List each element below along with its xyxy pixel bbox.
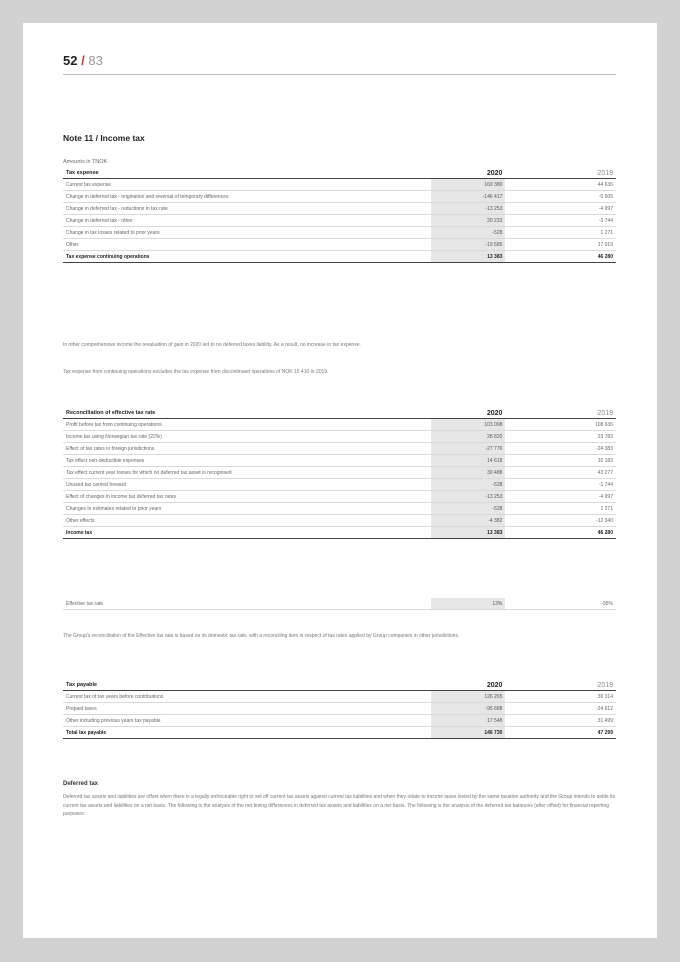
column-gap bbox=[505, 239, 545, 251]
row-label: Changes in estimates related to prior years bbox=[63, 503, 431, 515]
document-page bbox=[23, 23, 657, 938]
header-year-prior: 2019 bbox=[546, 168, 616, 179]
table-row bbox=[63, 191, 616, 203]
column-gap bbox=[505, 431, 545, 443]
column-gap bbox=[505, 727, 545, 739]
column-gap bbox=[505, 691, 545, 703]
row-label: Change in deferred tax - reductions in tax rate bbox=[63, 203, 431, 215]
value-prior-year: -5 605 bbox=[546, 191, 616, 203]
column-gap bbox=[505, 715, 545, 727]
table-row bbox=[63, 479, 616, 491]
value-prior-year: 46 280 bbox=[546, 527, 616, 539]
table-row bbox=[63, 443, 616, 455]
header-year-prior: 2019 bbox=[546, 680, 616, 691]
column-gap bbox=[505, 408, 545, 419]
paragraph-deferred-tax: Deferred tax assets and liabilities are offset when there is a legally enforceable right to set off current tax assets against current tax liabilities and when they relate to income taxes levied by the same taxation authority and the Group intends to settle its current tax assets and liabilities on a net basis. The following is the analysis of the net timing differences in deferred tax assets and liabilities on a net basis. The following is the analysis of the deferred tax balances (after offset) for financial reporting purposes: bbox=[63, 794, 616, 817]
value-current-year: 146 730 bbox=[431, 727, 505, 739]
column-gap bbox=[505, 515, 545, 527]
tax-expense-table bbox=[63, 168, 616, 263]
value-prior-year: -24 383 bbox=[546, 443, 616, 455]
header-year-current: 2020 bbox=[431, 680, 505, 691]
row-label: Total tax payable bbox=[63, 727, 431, 739]
value-current-year: 28 820 bbox=[431, 431, 505, 443]
value-current-year: -528 bbox=[431, 227, 505, 239]
value-prior-year: -95% bbox=[546, 598, 616, 610]
row-label: Tax effect non-deductible expenses bbox=[63, 455, 431, 467]
column-gap bbox=[505, 491, 545, 503]
row-label: Change in tax losses related to prior years bbox=[63, 227, 431, 239]
row-label: Prepaid taxes bbox=[63, 703, 431, 715]
value-current-year: 14 618 bbox=[431, 455, 505, 467]
value-current-year: -19 585 bbox=[431, 239, 505, 251]
value-current-year: 20 233 bbox=[431, 215, 505, 227]
row-label: Other effects bbox=[63, 515, 431, 527]
value-prior-year: 44 636 bbox=[546, 179, 616, 191]
value-current-year: -146 417 bbox=[431, 191, 505, 203]
value-current-year: -4 382 bbox=[431, 515, 505, 527]
column-gap bbox=[505, 251, 545, 263]
row-label: Tax effect current year losses for which no deferred tax asset is recognised bbox=[63, 467, 431, 479]
row-label: Income tax using Norwegian tax rate (22%) bbox=[63, 431, 431, 443]
row-label: Change in deferred tax - origination and reversal of temporary differences bbox=[63, 191, 431, 203]
value-current-year: -13 253 bbox=[431, 203, 505, 215]
row-label: Profit before tax from continuing operations bbox=[63, 419, 431, 431]
value-current-year: 13% bbox=[431, 598, 505, 610]
value-current-year: -27 776 bbox=[431, 443, 505, 455]
row-label: Tax expense continuing operations bbox=[63, 251, 431, 263]
value-prior-year: 17 019 bbox=[546, 239, 616, 251]
value-prior-year: -1 744 bbox=[546, 479, 616, 491]
row-label: Effective tax rate bbox=[63, 598, 431, 610]
value-current-year: 30 488 bbox=[431, 467, 505, 479]
table-row bbox=[63, 598, 616, 610]
value-prior-year: 10 183 bbox=[546, 455, 616, 467]
table-total-row bbox=[63, 251, 616, 263]
table-row bbox=[63, 215, 616, 227]
header-label: Reconciliation of effective tax rate bbox=[63, 408, 431, 419]
deferred-tax-heading: Deferred tax bbox=[63, 781, 99, 787]
value-prior-year: 31 499 bbox=[546, 715, 616, 727]
column-gap bbox=[505, 598, 545, 610]
table-row bbox=[63, 179, 616, 191]
value-prior-year: 39 314 bbox=[546, 691, 616, 703]
column-gap bbox=[505, 215, 545, 227]
column-gap bbox=[505, 168, 545, 179]
table-row bbox=[63, 455, 616, 467]
amounts-unit: Amounts in TNOK bbox=[63, 159, 108, 165]
value-current-year: 103 098 bbox=[431, 419, 505, 431]
column-gap bbox=[505, 703, 545, 715]
table-row bbox=[63, 239, 616, 251]
value-prior-year: 46 280 bbox=[546, 251, 616, 263]
value-current-year: -528 bbox=[431, 503, 505, 515]
column-gap bbox=[505, 455, 545, 467]
column-gap bbox=[505, 419, 545, 431]
header-label: Tax payable bbox=[63, 680, 431, 691]
value-prior-year: 108 636 bbox=[546, 419, 616, 431]
table-row bbox=[63, 491, 616, 503]
table-row bbox=[63, 431, 616, 443]
column-gap bbox=[505, 443, 545, 455]
row-label: Unused tax carried forward bbox=[63, 479, 431, 491]
column-gap bbox=[505, 191, 545, 203]
column-gap bbox=[505, 527, 545, 539]
row-label: Effect of changes in income tax deferred tax rates bbox=[63, 491, 431, 503]
value-prior-year: -4 997 bbox=[546, 491, 616, 503]
header-year-current: 2020 bbox=[431, 168, 505, 179]
column-gap bbox=[505, 680, 545, 691]
paragraph-reconciliation: The Group's reconciliation of the Effective tax rate is based on its domestic tax rate, with a reconciling item in respect of tax rates applied by Group companies in other jurisdictions. bbox=[63, 633, 460, 639]
column-gap bbox=[505, 479, 545, 491]
row-label: Current tax expense bbox=[63, 179, 431, 191]
table-row bbox=[63, 419, 616, 431]
value-prior-year: -4 997 bbox=[546, 203, 616, 215]
column-gap bbox=[505, 203, 545, 215]
value-prior-year: 1 271 bbox=[546, 227, 616, 239]
value-current-year: 126 265 bbox=[431, 691, 505, 703]
column-gap bbox=[505, 179, 545, 191]
header-year-current: 2020 bbox=[431, 408, 505, 419]
row-label: Current tax of tax years before contributions bbox=[63, 691, 431, 703]
table-row bbox=[63, 515, 616, 527]
value-current-year: 13 383 bbox=[431, 251, 505, 263]
table-total-row bbox=[63, 527, 616, 539]
row-label: Other bbox=[63, 239, 431, 251]
effective-rate-table bbox=[63, 598, 616, 610]
table-row bbox=[63, 467, 616, 479]
value-prior-year: 1 271 bbox=[546, 503, 616, 515]
table-row bbox=[63, 227, 616, 239]
table-row bbox=[63, 503, 616, 515]
reconciliation-table bbox=[63, 408, 616, 539]
column-gap bbox=[505, 467, 545, 479]
row-label: Other including previous years tax payable bbox=[63, 715, 431, 727]
paragraph-oci: In other comprehensive income the revaluation of gain in 2020 led to no deferred taxes liability. As a result, no increase in tax expense. bbox=[63, 342, 361, 348]
column-gap bbox=[505, 227, 545, 239]
header-label: Tax expense bbox=[63, 168, 431, 179]
table-header bbox=[63, 168, 616, 179]
paragraph-discontinued: Tax expense from continuing operations excludes the tax expense from discontinued operations of NOK 15 410 in 2019. bbox=[63, 369, 329, 375]
row-label: Income tax bbox=[63, 527, 431, 539]
value-prior-year: -12 340 bbox=[546, 515, 616, 527]
value-current-year: 17 548 bbox=[431, 715, 505, 727]
tax-payable-table bbox=[63, 680, 616, 739]
table-total-row bbox=[63, 727, 616, 739]
value-current-year: 169 380 bbox=[431, 179, 505, 191]
value-prior-year: 47 299 bbox=[546, 727, 616, 739]
table-row bbox=[63, 203, 616, 215]
value-current-year: 13 383 bbox=[431, 527, 505, 539]
value-current-year: -528 bbox=[431, 479, 505, 491]
column-gap bbox=[505, 503, 545, 515]
header-rule bbox=[63, 74, 616, 75]
page-total: 83 bbox=[88, 53, 103, 68]
value-prior-year: -3 744 bbox=[546, 215, 616, 227]
table-row bbox=[63, 691, 616, 703]
header-year-prior: 2019 bbox=[546, 408, 616, 419]
row-label: Effect of tax rates in foreign jurisdictions bbox=[63, 443, 431, 455]
page-number bbox=[63, 53, 103, 68]
page-current: 52 bbox=[63, 53, 78, 68]
table-header bbox=[63, 408, 616, 419]
row-label: Change in deferred tax - other bbox=[63, 215, 431, 227]
page-separator: / bbox=[81, 53, 85, 68]
table-row bbox=[63, 715, 616, 727]
table-row bbox=[63, 703, 616, 715]
table-header bbox=[63, 680, 616, 691]
value-current-year: -95 688 bbox=[431, 703, 505, 715]
value-prior-year: -24 612 bbox=[546, 703, 616, 715]
value-prior-year: 23 783 bbox=[546, 431, 616, 443]
value-current-year: -13 253 bbox=[431, 491, 505, 503]
note-title: Note 11 / Income tax bbox=[63, 133, 145, 143]
value-prior-year: 43 277 bbox=[546, 467, 616, 479]
